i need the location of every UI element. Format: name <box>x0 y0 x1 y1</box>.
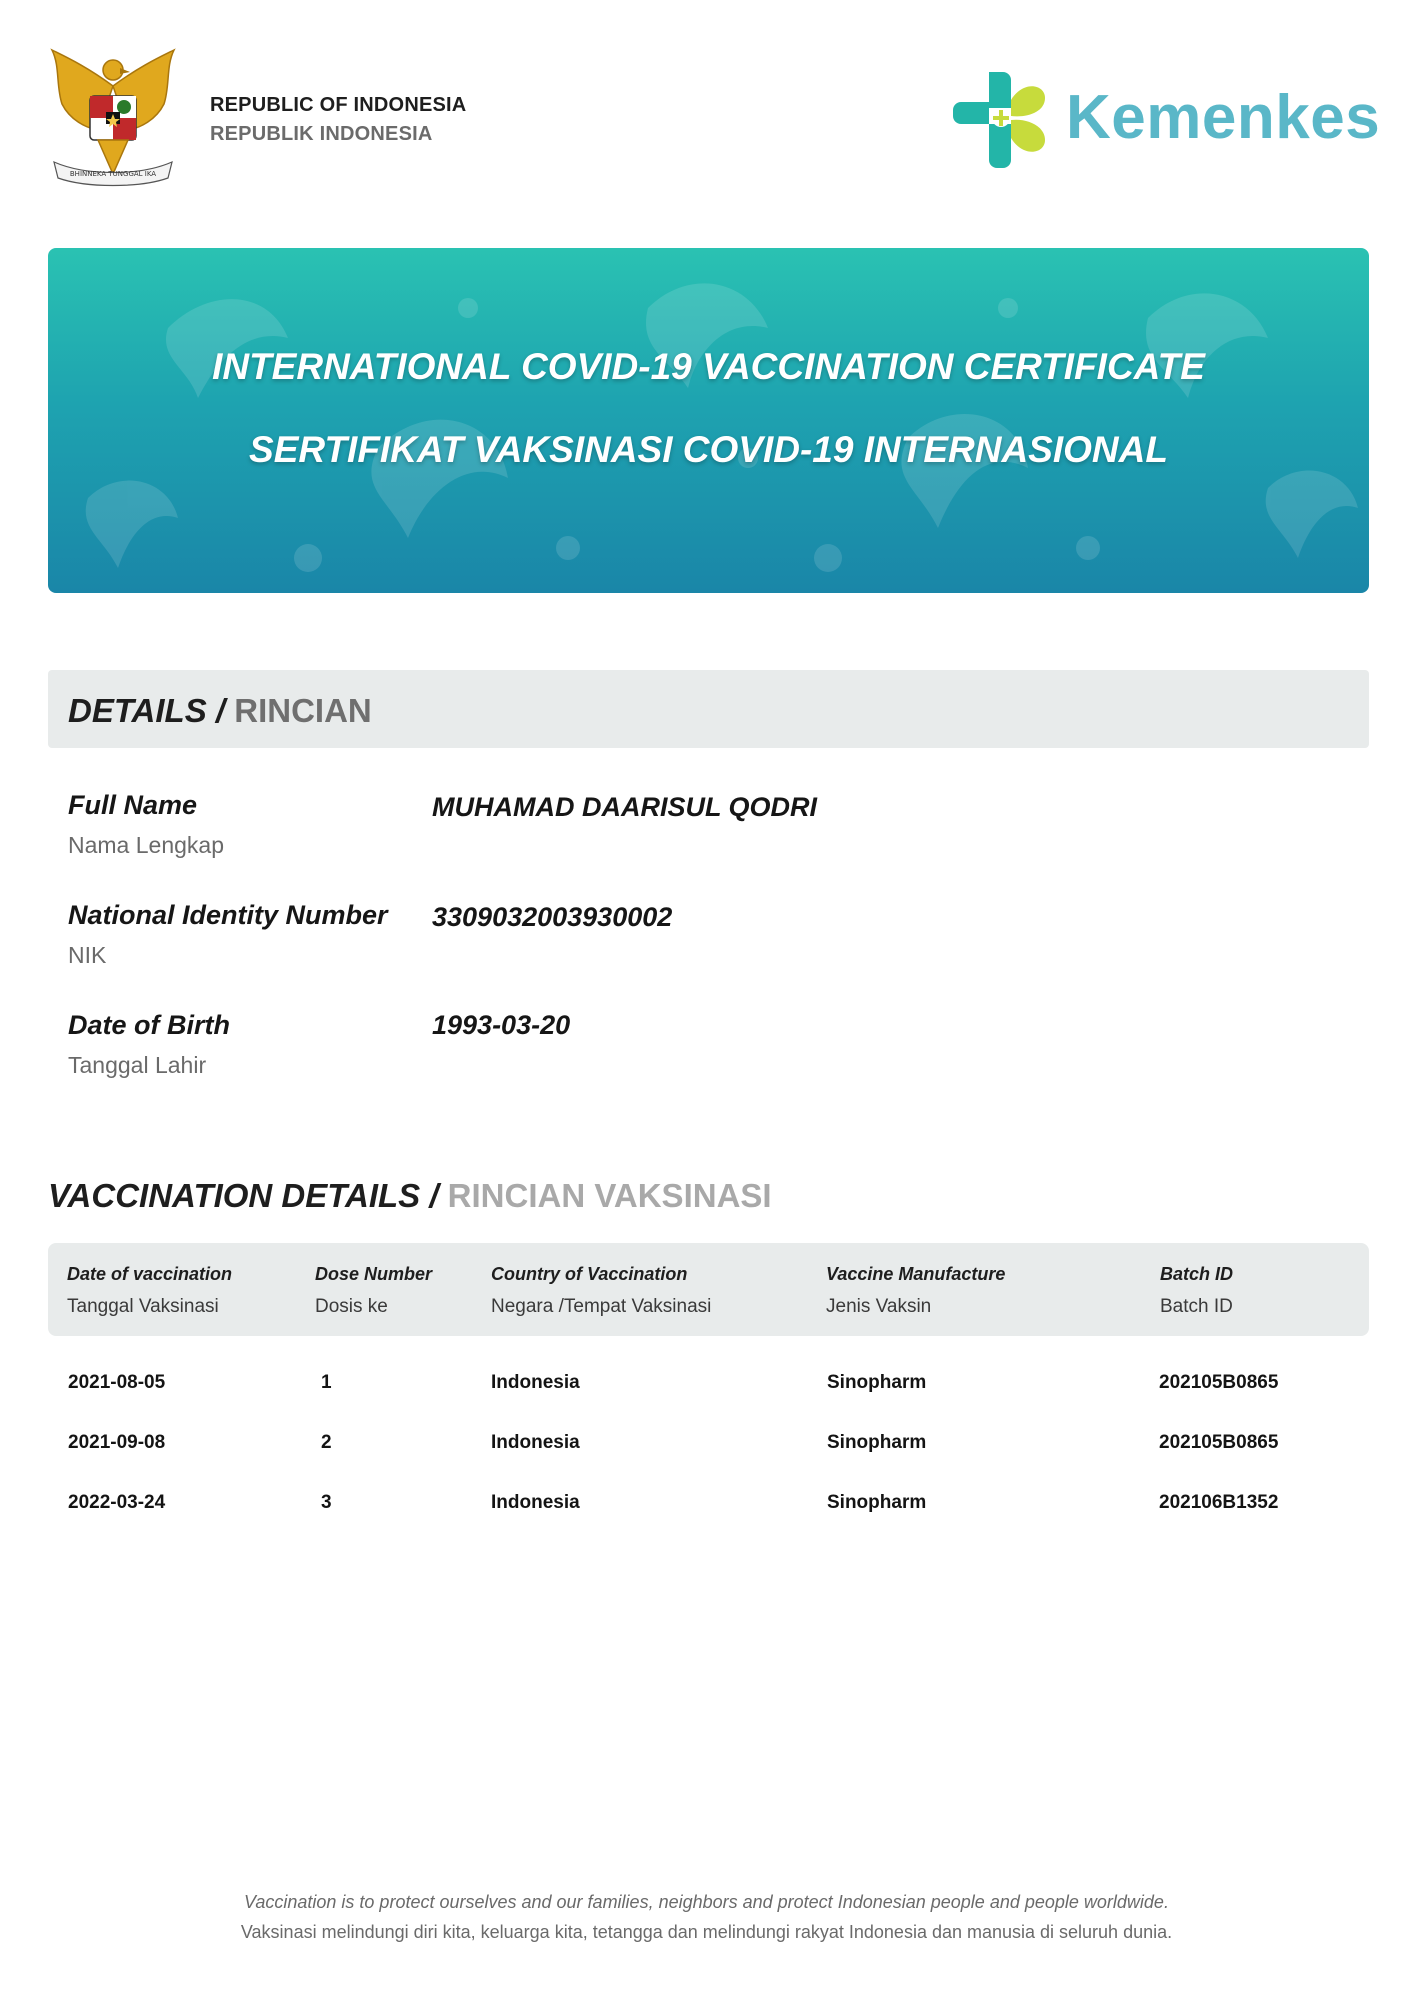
dob-label: Date of Birth <box>68 1010 230 1040</box>
col-header-date: Date of vaccination <box>67 1264 233 1284</box>
details-heading-en: DETAILS / <box>68 692 226 729</box>
row3-dose: 3 <box>321 1492 332 1513</box>
row2-date: 2021-09-08 <box>68 1432 166 1453</box>
row2-dose: 2 <box>321 1432 332 1453</box>
row1-batch: 202105B0865 <box>1159 1372 1279 1393</box>
col-header-country: Country of Vaccination <box>491 1264 688 1284</box>
banner-title-en: INTERNATIONAL COVID-19 VACCINATION CERTIFICATE <box>212 346 1205 387</box>
footer-note-en: Vaccination is to protect ourselves and our families, neighbors and protect Indonesian people and people worldwide. <box>244 1892 1169 1912</box>
full-name-label-id: Nama Lengkap <box>68 832 224 858</box>
vaccination-heading-id: RINCIAN VAKSINASI <box>447 1177 772 1214</box>
dob-value: 1993-03-20 <box>432 1010 571 1040</box>
row3-batch: 202106B1352 <box>1159 1492 1279 1513</box>
svg-text:BHINNEKA TUNGGAL IKA: BHINNEKA TUNGGAL IKA <box>69 170 157 178</box>
col-header-batch: Batch ID <box>1160 1264 1234 1284</box>
certificate-title-banner <box>48 248 1369 593</box>
nik-value: 3309032003930002 <box>432 902 673 932</box>
row2-vaccine: Sinopharm <box>827 1432 927 1453</box>
col-header-dose: Dose Number <box>315 1264 433 1284</box>
details-heading-id: RINCIAN <box>234 692 372 729</box>
row1-date: 2021-08-05 <box>68 1372 166 1393</box>
col-header-date-id: Tanggal Vaksinasi <box>67 1296 219 1317</box>
banner-title-id: SERTIFIKAT VAKSINASI COVID-19 INTERNASIONAL <box>249 429 1168 470</box>
full-name-label: Full Name <box>68 790 198 820</box>
nik-label-id: NIK <box>68 942 107 968</box>
vaccination-heading-en: VACCINATION DETAILS / <box>48 1177 439 1214</box>
kemenkes-wordmark: Kemenkes <box>1066 83 1381 152</box>
row1-country: Indonesia <box>491 1372 580 1393</box>
row1-vaccine: Sinopharm <box>827 1372 927 1393</box>
garuda-emblem-icon <box>46 46 180 192</box>
footer-note-id: Vaksinasi melindungi diri kita, keluarga kita, tetangga dan melindungi rakyat Indonesia dan manusia di seluruh dunia. <box>240 1922 1173 1942</box>
country-name-id: REPUBLIK INDONESIA <box>210 123 433 145</box>
col-header-country-id: Negara /Tempat Vaksinasi <box>491 1296 712 1317</box>
vaccination-table-header <box>48 1243 1369 1336</box>
kemenkes-logo-icon <box>953 70 1048 168</box>
col-header-vaccine: Vaccine Manufacture <box>826 1264 1006 1284</box>
nik-label: National Identity Number <box>68 900 388 930</box>
row1-dose: 1 <box>321 1372 332 1393</box>
col-header-dose-id: Dosis ke <box>315 1296 388 1317</box>
country-name-en: REPUBLIC OF INDONESIA <box>210 94 467 116</box>
col-header-vaccine-id: Jenis Vaksin <box>826 1296 932 1317</box>
row2-batch: 202105B0865 <box>1159 1432 1279 1453</box>
row3-vaccine: Sinopharm <box>827 1492 927 1513</box>
batik-pattern-decoration <box>48 248 1369 593</box>
vaccination-heading <box>48 1177 772 1215</box>
dob-label-id: Tanggal Lahir <box>68 1052 207 1078</box>
row2-country: Indonesia <box>491 1432 580 1453</box>
row3-country: Indonesia <box>491 1492 580 1513</box>
col-header-batch-id: Batch ID <box>1160 1296 1233 1317</box>
full-name-value: MUHAMAD DAARISUL QODRI <box>432 792 817 822</box>
details-heading <box>68 692 372 730</box>
row3-date: 2022-03-24 <box>68 1492 166 1513</box>
